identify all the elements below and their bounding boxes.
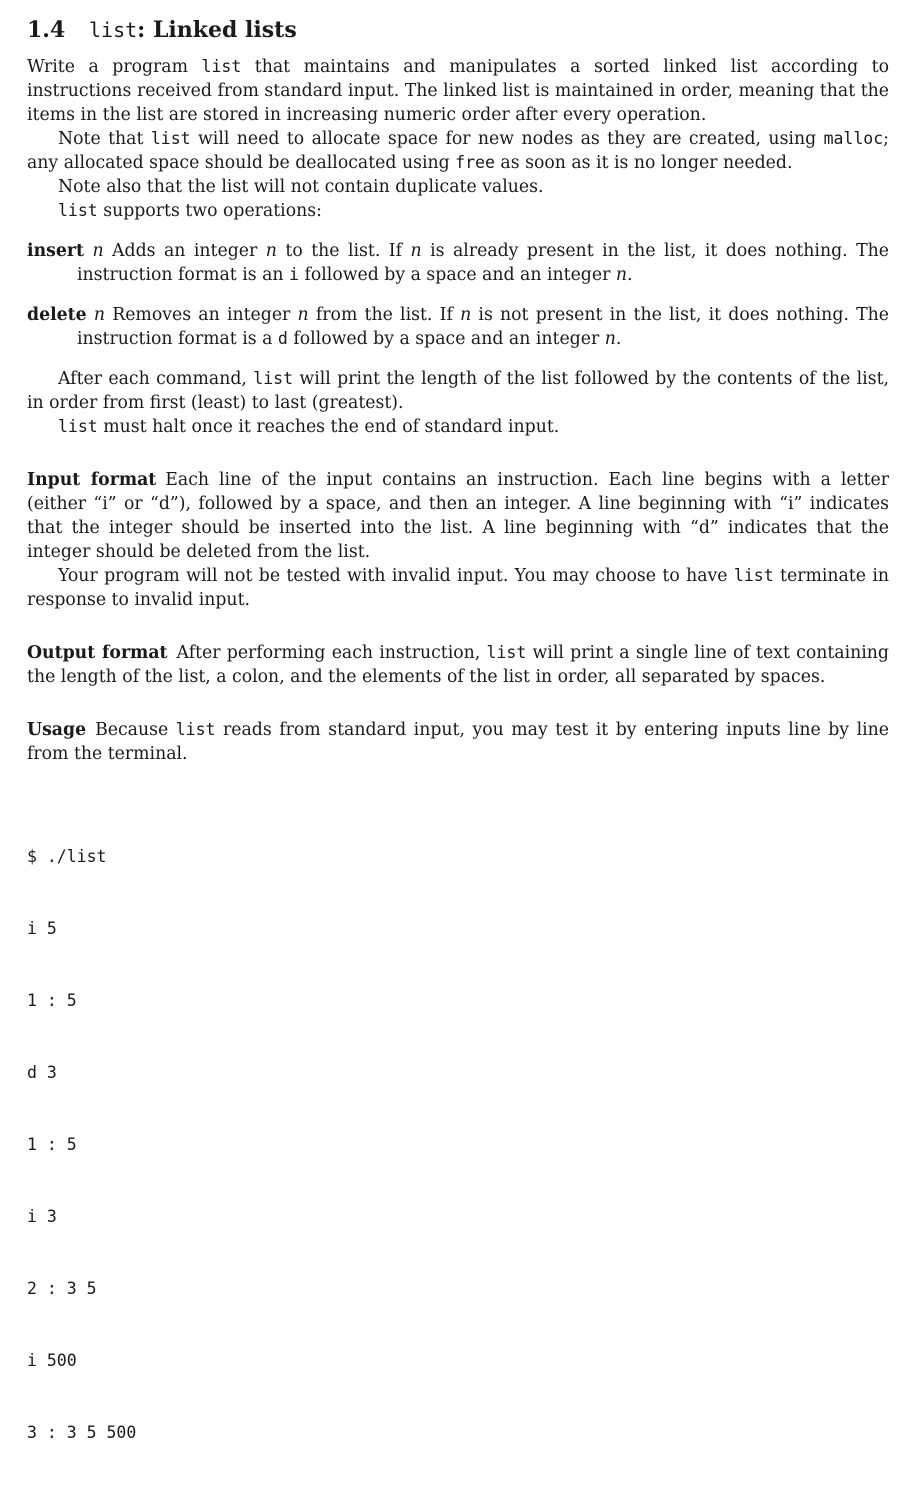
text: Each line of the input contains an instruction. Each line begins with a letter (either “i” or “d”), followed by a space, and then an integer. A line beginning with “i” indicates that the integer should be inserted into the list. A line beginning with “d” indicates that the integer should be deleted from the list.: [27, 470, 890, 562]
terminal-line: 1 : 5: [27, 991, 77, 1010]
section-number: 1.4: [27, 17, 66, 43]
math-var: n: [604, 329, 616, 349]
text: will need to allocate space for new nodes as they are created, using: [190, 129, 824, 149]
text: Because: [95, 720, 176, 740]
usage-paragraph: [27, 718, 889, 766]
text: followed by a space and an integer: [287, 329, 605, 349]
code-d: d: [277, 329, 288, 348]
text: .: [627, 265, 633, 285]
duplicates-paragraph: Note also that the list will not contain duplicate values.: [58, 177, 544, 197]
math-var: n: [92, 241, 104, 261]
math-var: n: [460, 305, 472, 325]
terminal-line: i 5: [27, 919, 57, 938]
math-var: n: [93, 305, 105, 325]
code-free: free: [455, 153, 495, 172]
halt-paragraph: [27, 415, 889, 439]
text: must halt once it reaches the end of standard input.: [97, 417, 560, 437]
math-var: n: [265, 241, 277, 261]
text: will print the length of the list followed by the contents of the list, in order from first (least) to last (greatest).: [27, 369, 890, 413]
after-command-paragraph: [27, 367, 889, 415]
text: is not present in the list, it does nothing. The instruction format is a: [77, 305, 889, 349]
terminal-line: 3 : 3 5 500: [27, 1423, 137, 1442]
operations-intro: [27, 199, 889, 223]
math-var: n: [410, 241, 422, 261]
math-var: n: [297, 305, 309, 325]
terminal-line: i 3: [27, 1207, 57, 1226]
text: Your program will not be tested with invalid input. You may choose to have: [58, 566, 734, 586]
section-heading: [27, 14, 889, 46]
code-list: list: [58, 201, 98, 220]
terminal-line: 2 : 3 5: [27, 1279, 97, 1298]
output-format-paragraph: [27, 641, 889, 689]
invalid-input-paragraph: [27, 564, 889, 612]
code-list: list: [201, 57, 242, 76]
text: Note that: [58, 129, 151, 149]
terminal-line: i 500: [27, 1351, 77, 1370]
text: reads from standard input, you may test it by entering inputs line by line from the terminal.: [27, 720, 889, 764]
code-list: list: [253, 369, 294, 388]
operation-name: delete: [27, 305, 87, 325]
code-i: i: [289, 265, 299, 284]
text: from the list. If: [308, 305, 461, 325]
terminal-line: 1 : 5: [27, 1135, 77, 1154]
text: After each command,: [58, 369, 254, 389]
section-title: : Linked lists: [137, 17, 297, 43]
text: that maintains and manipulates a sorted linked list according to instructions received from standard input. The linked list is maintained in order, meaning that the items in the list are stored in increasing numeric order after every operation.: [27, 57, 890, 125]
memory-paragraph: [27, 127, 889, 175]
section-command: list: [89, 18, 138, 42]
code-list: list: [175, 720, 216, 739]
text: After performing each instruction,: [176, 643, 487, 663]
text: ; any allocated space should be deallocated using: [27, 129, 889, 173]
document-page: [27, 14, 889, 1493]
text: to the list. If: [276, 241, 411, 261]
input-format-label: Input format: [27, 470, 157, 490]
output-format-label: Output format: [27, 643, 168, 663]
code-list: list: [150, 129, 191, 148]
text: will print a single line of text containing the length of the list, a colon, and the elements of the list in order, all separated by spaces.: [27, 643, 889, 687]
text: is already present in the list, it does nothing. The instruction format is an: [77, 241, 890, 285]
terminal-line: d 3: [27, 1063, 57, 1082]
text: terminate in response to invalid input.: [27, 566, 889, 610]
operation-name: insert: [27, 241, 84, 261]
text: supports two operations:: [97, 201, 322, 221]
text: as soon as it is no longer needed.: [494, 153, 793, 173]
math-var: n: [615, 265, 627, 285]
input-format-paragraph: [27, 468, 889, 564]
text: followed by a space and an integer: [298, 265, 616, 285]
code-list: list: [486, 643, 527, 662]
text: Removes an integer: [104, 305, 298, 325]
text: Write a program: [27, 57, 202, 77]
code-malloc: malloc: [823, 129, 884, 148]
code-list: list: [58, 417, 98, 436]
text: Adds an integer: [103, 241, 266, 261]
code-list: list: [733, 566, 774, 585]
operation-delete: [27, 303, 889, 351]
terminal-example: [27, 797, 889, 1493]
operation-insert: [27, 239, 889, 287]
text: .: [615, 329, 622, 349]
terminal-line: $ ./list: [27, 847, 107, 866]
usage-label: Usage: [27, 720, 87, 740]
intro-paragraph: [27, 55, 889, 127]
